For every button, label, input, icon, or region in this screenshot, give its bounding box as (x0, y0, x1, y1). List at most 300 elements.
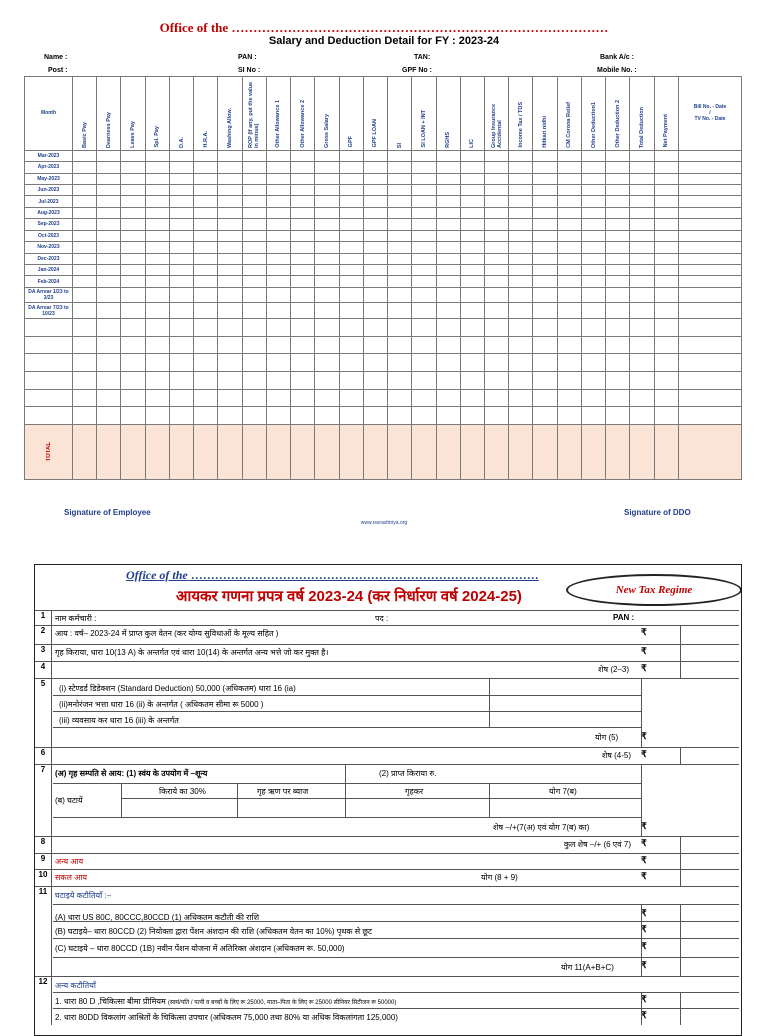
total-cell[interactable] (194, 424, 218, 479)
data-cell[interactable] (484, 303, 508, 319)
data-cell[interactable] (339, 276, 363, 287)
data-cell[interactable] (679, 354, 742, 372)
data-cell[interactable] (218, 336, 242, 354)
total-cell[interactable] (509, 424, 533, 479)
data-cell[interactable] (242, 207, 266, 218)
data-cell[interactable] (654, 253, 678, 264)
data-cell[interactable] (169, 230, 193, 241)
data-cell[interactable] (194, 371, 218, 389)
data-cell[interactable] (169, 389, 193, 407)
data-cell[interactable] (169, 276, 193, 287)
data-cell[interactable] (460, 371, 484, 389)
data-cell[interactable] (218, 242, 242, 253)
data-cell[interactable] (388, 230, 412, 241)
data-cell[interactable] (266, 219, 290, 230)
data-cell[interactable] (581, 287, 605, 303)
data-cell[interactable] (460, 389, 484, 407)
data-cell[interactable] (581, 150, 605, 161)
data-cell[interactable] (654, 173, 678, 184)
data-cell[interactable] (73, 371, 97, 389)
data-cell[interactable] (679, 336, 742, 354)
data-cell[interactable] (363, 173, 387, 184)
data-cell[interactable] (194, 264, 218, 275)
data-cell[interactable] (145, 318, 169, 336)
data-cell[interactable] (509, 242, 533, 253)
data-cell[interactable] (73, 407, 97, 425)
data-cell[interactable] (460, 253, 484, 264)
data-cell[interactable] (315, 253, 339, 264)
data-cell[interactable] (630, 264, 654, 275)
data-cell[interactable] (339, 219, 363, 230)
data-cell[interactable] (73, 287, 97, 303)
data-cell[interactable] (679, 196, 742, 207)
data-cell[interactable] (315, 354, 339, 372)
data-cell[interactable] (509, 196, 533, 207)
data-cell[interactable] (388, 253, 412, 264)
data-cell[interactable] (73, 150, 97, 161)
data-cell[interactable] (484, 219, 508, 230)
data-cell[interactable] (339, 150, 363, 161)
data-cell[interactable] (484, 336, 508, 354)
total-cell[interactable] (266, 424, 290, 479)
data-cell[interactable] (679, 253, 742, 264)
data-cell[interactable] (606, 185, 630, 196)
data-cell[interactable] (242, 287, 266, 303)
data-cell[interactable] (460, 219, 484, 230)
data-cell[interactable] (315, 219, 339, 230)
data-cell[interactable] (436, 276, 460, 287)
data-cell[interactable] (97, 303, 121, 319)
data-cell[interactable] (557, 371, 581, 389)
data-cell[interactable] (218, 318, 242, 336)
data-cell[interactable] (557, 242, 581, 253)
data-cell[interactable] (194, 196, 218, 207)
data-cell[interactable] (509, 354, 533, 372)
data-cell[interactable] (412, 173, 436, 184)
data-cell[interactable] (73, 318, 97, 336)
data-cell[interactable] (194, 219, 218, 230)
data-cell[interactable] (654, 242, 678, 253)
data-cell[interactable] (581, 303, 605, 319)
data-cell[interactable] (97, 389, 121, 407)
data-cell[interactable] (145, 162, 169, 173)
data-cell[interactable] (630, 253, 654, 264)
data-cell[interactable] (388, 150, 412, 161)
data-cell[interactable] (218, 173, 242, 184)
data-cell[interactable] (242, 185, 266, 196)
data-cell[interactable] (436, 196, 460, 207)
data-cell[interactable] (606, 336, 630, 354)
data-cell[interactable] (630, 185, 654, 196)
data-cell[interactable] (484, 389, 508, 407)
data-cell[interactable] (533, 253, 557, 264)
data-cell[interactable] (557, 303, 581, 319)
data-cell[interactable] (97, 318, 121, 336)
data-cell[interactable] (363, 162, 387, 173)
data-cell[interactable] (654, 230, 678, 241)
data-cell[interactable] (145, 287, 169, 303)
data-cell[interactable] (388, 371, 412, 389)
data-cell[interactable] (509, 287, 533, 303)
data-cell[interactable] (145, 264, 169, 275)
data-cell[interactable] (169, 287, 193, 303)
data-cell[interactable] (121, 264, 145, 275)
data-cell[interactable] (339, 173, 363, 184)
data-cell[interactable] (581, 173, 605, 184)
data-cell[interactable] (484, 354, 508, 372)
data-cell[interactable] (630, 173, 654, 184)
data-cell[interactable] (388, 303, 412, 319)
data-cell[interactable] (242, 162, 266, 173)
data-cell[interactable] (145, 150, 169, 161)
data-cell[interactable] (97, 407, 121, 425)
data-cell[interactable] (388, 264, 412, 275)
data-cell[interactable] (339, 303, 363, 319)
data-cell[interactable] (412, 207, 436, 218)
data-cell[interactable] (630, 207, 654, 218)
data-cell[interactable] (436, 219, 460, 230)
data-cell[interactable] (218, 371, 242, 389)
data-cell[interactable] (581, 318, 605, 336)
data-cell[interactable] (654, 287, 678, 303)
data-cell[interactable] (291, 336, 315, 354)
total-cell[interactable] (73, 424, 97, 479)
data-cell[interactable] (412, 219, 436, 230)
data-cell[interactable] (315, 173, 339, 184)
data-cell[interactable] (194, 354, 218, 372)
data-cell[interactable] (509, 162, 533, 173)
data-cell[interactable] (484, 318, 508, 336)
data-cell[interactable] (97, 253, 121, 264)
data-cell[interactable] (460, 207, 484, 218)
data-cell[interactable] (73, 336, 97, 354)
data-cell[interactable] (484, 230, 508, 241)
data-cell[interactable] (194, 287, 218, 303)
data-cell[interactable] (291, 162, 315, 173)
data-cell[interactable] (73, 264, 97, 275)
data-cell[interactable] (121, 336, 145, 354)
data-cell[interactable] (484, 162, 508, 173)
data-cell[interactable] (679, 371, 742, 389)
data-cell[interactable] (266, 162, 290, 173)
data-cell[interactable] (533, 407, 557, 425)
data-cell[interactable] (363, 150, 387, 161)
data-cell[interactable] (484, 371, 508, 389)
data-cell[interactable] (412, 185, 436, 196)
data-cell[interactable] (630, 354, 654, 372)
data-cell[interactable] (412, 318, 436, 336)
data-cell[interactable] (533, 389, 557, 407)
data-cell[interactable] (460, 242, 484, 253)
data-cell[interactable] (606, 207, 630, 218)
data-cell[interactable] (266, 276, 290, 287)
data-cell[interactable] (194, 173, 218, 184)
data-cell[interactable] (581, 253, 605, 264)
data-cell[interactable] (121, 173, 145, 184)
data-cell[interactable] (73, 219, 97, 230)
data-cell[interactable] (73, 303, 97, 319)
data-cell[interactable] (388, 287, 412, 303)
data-cell[interactable] (266, 303, 290, 319)
data-cell[interactable] (412, 303, 436, 319)
data-cell[interactable] (509, 407, 533, 425)
data-cell[interactable] (121, 303, 145, 319)
data-cell[interactable] (363, 303, 387, 319)
data-cell[interactable] (121, 354, 145, 372)
data-cell[interactable] (388, 354, 412, 372)
total-cell[interactable] (242, 424, 266, 479)
data-cell[interactable] (460, 354, 484, 372)
data-cell[interactable] (266, 354, 290, 372)
data-cell[interactable] (388, 219, 412, 230)
data-cell[interactable] (533, 371, 557, 389)
data-cell[interactable] (484, 150, 508, 161)
data-cell[interactable] (242, 230, 266, 241)
data-cell[interactable] (97, 276, 121, 287)
data-cell[interactable] (73, 253, 97, 264)
data-cell[interactable] (363, 276, 387, 287)
data-cell[interactable] (97, 354, 121, 372)
data-cell[interactable] (581, 219, 605, 230)
data-cell[interactable] (533, 264, 557, 275)
data-cell[interactable] (145, 407, 169, 425)
data-cell[interactable] (339, 162, 363, 173)
data-cell[interactable] (679, 318, 742, 336)
data-cell[interactable] (169, 173, 193, 184)
data-cell[interactable] (291, 303, 315, 319)
data-cell[interactable] (606, 371, 630, 389)
data-cell[interactable] (266, 173, 290, 184)
data-cell[interactable] (509, 253, 533, 264)
data-cell[interactable] (266, 389, 290, 407)
total-cell[interactable] (557, 424, 581, 479)
data-cell[interactable] (654, 354, 678, 372)
total-cell[interactable] (654, 424, 678, 479)
data-cell[interactable] (436, 242, 460, 253)
data-cell[interactable] (121, 162, 145, 173)
data-cell[interactable] (412, 150, 436, 161)
data-cell[interactable] (606, 318, 630, 336)
data-cell[interactable] (194, 389, 218, 407)
data-cell[interactable] (460, 264, 484, 275)
data-cell[interactable] (315, 276, 339, 287)
data-cell[interactable] (97, 219, 121, 230)
data-cell[interactable] (291, 150, 315, 161)
data-cell[interactable] (533, 336, 557, 354)
data-cell[interactable] (460, 336, 484, 354)
data-cell[interactable] (121, 253, 145, 264)
data-cell[interactable] (145, 242, 169, 253)
data-cell[interactable] (169, 150, 193, 161)
data-cell[interactable] (412, 264, 436, 275)
data-cell[interactable] (436, 253, 460, 264)
data-cell[interactable] (218, 207, 242, 218)
data-cell[interactable] (97, 287, 121, 303)
data-cell[interactable] (242, 196, 266, 207)
data-cell[interactable] (484, 242, 508, 253)
data-cell[interactable] (484, 207, 508, 218)
data-cell[interactable] (194, 230, 218, 241)
data-cell[interactable] (388, 242, 412, 253)
data-cell[interactable] (169, 253, 193, 264)
data-cell[interactable] (533, 173, 557, 184)
data-cell[interactable] (509, 371, 533, 389)
data-cell[interactable] (169, 162, 193, 173)
data-cell[interactable] (581, 230, 605, 241)
data-cell[interactable] (679, 407, 742, 425)
data-cell[interactable] (242, 336, 266, 354)
data-cell[interactable] (291, 219, 315, 230)
data-cell[interactable] (218, 303, 242, 319)
total-cell[interactable] (97, 424, 121, 479)
data-cell[interactable] (97, 264, 121, 275)
data-cell[interactable] (581, 196, 605, 207)
data-cell[interactable] (412, 242, 436, 253)
data-cell[interactable] (679, 287, 742, 303)
data-cell[interactable] (242, 276, 266, 287)
data-cell[interactable] (363, 253, 387, 264)
data-cell[interactable] (654, 196, 678, 207)
data-cell[interactable] (121, 185, 145, 196)
data-cell[interactable] (533, 287, 557, 303)
data-cell[interactable] (436, 230, 460, 241)
data-cell[interactable] (581, 162, 605, 173)
data-cell[interactable] (121, 242, 145, 253)
data-cell[interactable] (533, 230, 557, 241)
data-cell[interactable] (509, 173, 533, 184)
data-cell[interactable] (97, 230, 121, 241)
data-cell[interactable] (315, 150, 339, 161)
data-cell[interactable] (484, 407, 508, 425)
data-cell[interactable] (315, 185, 339, 196)
data-cell[interactable] (266, 253, 290, 264)
data-cell[interactable] (679, 173, 742, 184)
data-cell[interactable] (388, 207, 412, 218)
data-cell[interactable] (654, 276, 678, 287)
data-cell[interactable] (509, 219, 533, 230)
data-cell[interactable] (315, 264, 339, 275)
data-cell[interactable] (388, 185, 412, 196)
data-cell[interactable] (145, 336, 169, 354)
data-cell[interactable] (412, 336, 436, 354)
data-cell[interactable] (73, 162, 97, 173)
data-cell[interactable] (509, 336, 533, 354)
data-cell[interactable] (606, 219, 630, 230)
data-cell[interactable] (436, 207, 460, 218)
data-cell[interactable] (363, 318, 387, 336)
data-cell[interactable] (436, 287, 460, 303)
data-cell[interactable] (460, 303, 484, 319)
data-cell[interactable] (679, 303, 742, 319)
data-cell[interactable] (266, 407, 290, 425)
data-cell[interactable] (315, 318, 339, 336)
data-cell[interactable] (339, 264, 363, 275)
data-cell[interactable] (557, 196, 581, 207)
data-cell[interactable] (242, 173, 266, 184)
data-cell[interactable] (97, 173, 121, 184)
data-cell[interactable] (654, 303, 678, 319)
data-cell[interactable] (169, 303, 193, 319)
total-cell[interactable] (169, 424, 193, 479)
data-cell[interactable] (533, 150, 557, 161)
data-cell[interactable] (121, 287, 145, 303)
data-cell[interactable] (533, 196, 557, 207)
data-cell[interactable] (73, 196, 97, 207)
data-cell[interactable] (145, 219, 169, 230)
data-cell[interactable] (654, 336, 678, 354)
data-cell[interactable] (679, 230, 742, 241)
data-cell[interactable] (218, 253, 242, 264)
data-cell[interactable] (436, 150, 460, 161)
data-cell[interactable] (679, 185, 742, 196)
data-cell[interactable] (484, 287, 508, 303)
data-cell[interactable] (242, 371, 266, 389)
data-cell[interactable] (533, 242, 557, 253)
data-cell[interactable] (557, 407, 581, 425)
data-cell[interactable] (484, 173, 508, 184)
data-cell[interactable] (436, 354, 460, 372)
total-cell[interactable] (363, 424, 387, 479)
data-cell[interactable] (436, 264, 460, 275)
data-cell[interactable] (388, 336, 412, 354)
data-cell[interactable] (339, 207, 363, 218)
data-cell[interactable] (363, 287, 387, 303)
data-cell[interactable] (121, 318, 145, 336)
data-cell[interactable] (557, 253, 581, 264)
data-cell[interactable] (581, 371, 605, 389)
data-cell[interactable] (121, 407, 145, 425)
total-cell[interactable] (412, 424, 436, 479)
data-cell[interactable] (533, 318, 557, 336)
data-cell[interactable] (654, 407, 678, 425)
data-cell[interactable] (654, 219, 678, 230)
data-cell[interactable] (315, 371, 339, 389)
data-cell[interactable] (291, 242, 315, 253)
data-cell[interactable] (266, 242, 290, 253)
data-cell[interactable] (460, 407, 484, 425)
data-cell[interactable] (412, 253, 436, 264)
data-cell[interactable] (630, 407, 654, 425)
data-cell[interactable] (557, 207, 581, 218)
data-cell[interactable] (509, 318, 533, 336)
data-cell[interactable] (169, 407, 193, 425)
total-cell[interactable] (630, 424, 654, 479)
data-cell[interactable] (121, 371, 145, 389)
data-cell[interactable] (363, 196, 387, 207)
data-cell[interactable] (363, 185, 387, 196)
data-cell[interactable] (242, 407, 266, 425)
data-cell[interactable] (339, 230, 363, 241)
data-cell[interactable] (194, 207, 218, 218)
data-cell[interactable] (194, 407, 218, 425)
data-cell[interactable] (484, 253, 508, 264)
data-cell[interactable] (630, 287, 654, 303)
data-cell[interactable] (339, 253, 363, 264)
data-cell[interactable] (436, 185, 460, 196)
data-cell[interactable] (630, 276, 654, 287)
data-cell[interactable] (194, 336, 218, 354)
data-cell[interactable] (509, 389, 533, 407)
data-cell[interactable] (315, 242, 339, 253)
data-cell[interactable] (412, 389, 436, 407)
data-cell[interactable] (291, 253, 315, 264)
data-cell[interactable] (218, 219, 242, 230)
data-cell[interactable] (363, 242, 387, 253)
data-cell[interactable] (679, 264, 742, 275)
data-cell[interactable] (339, 336, 363, 354)
data-cell[interactable] (484, 276, 508, 287)
data-cell[interactable] (73, 230, 97, 241)
